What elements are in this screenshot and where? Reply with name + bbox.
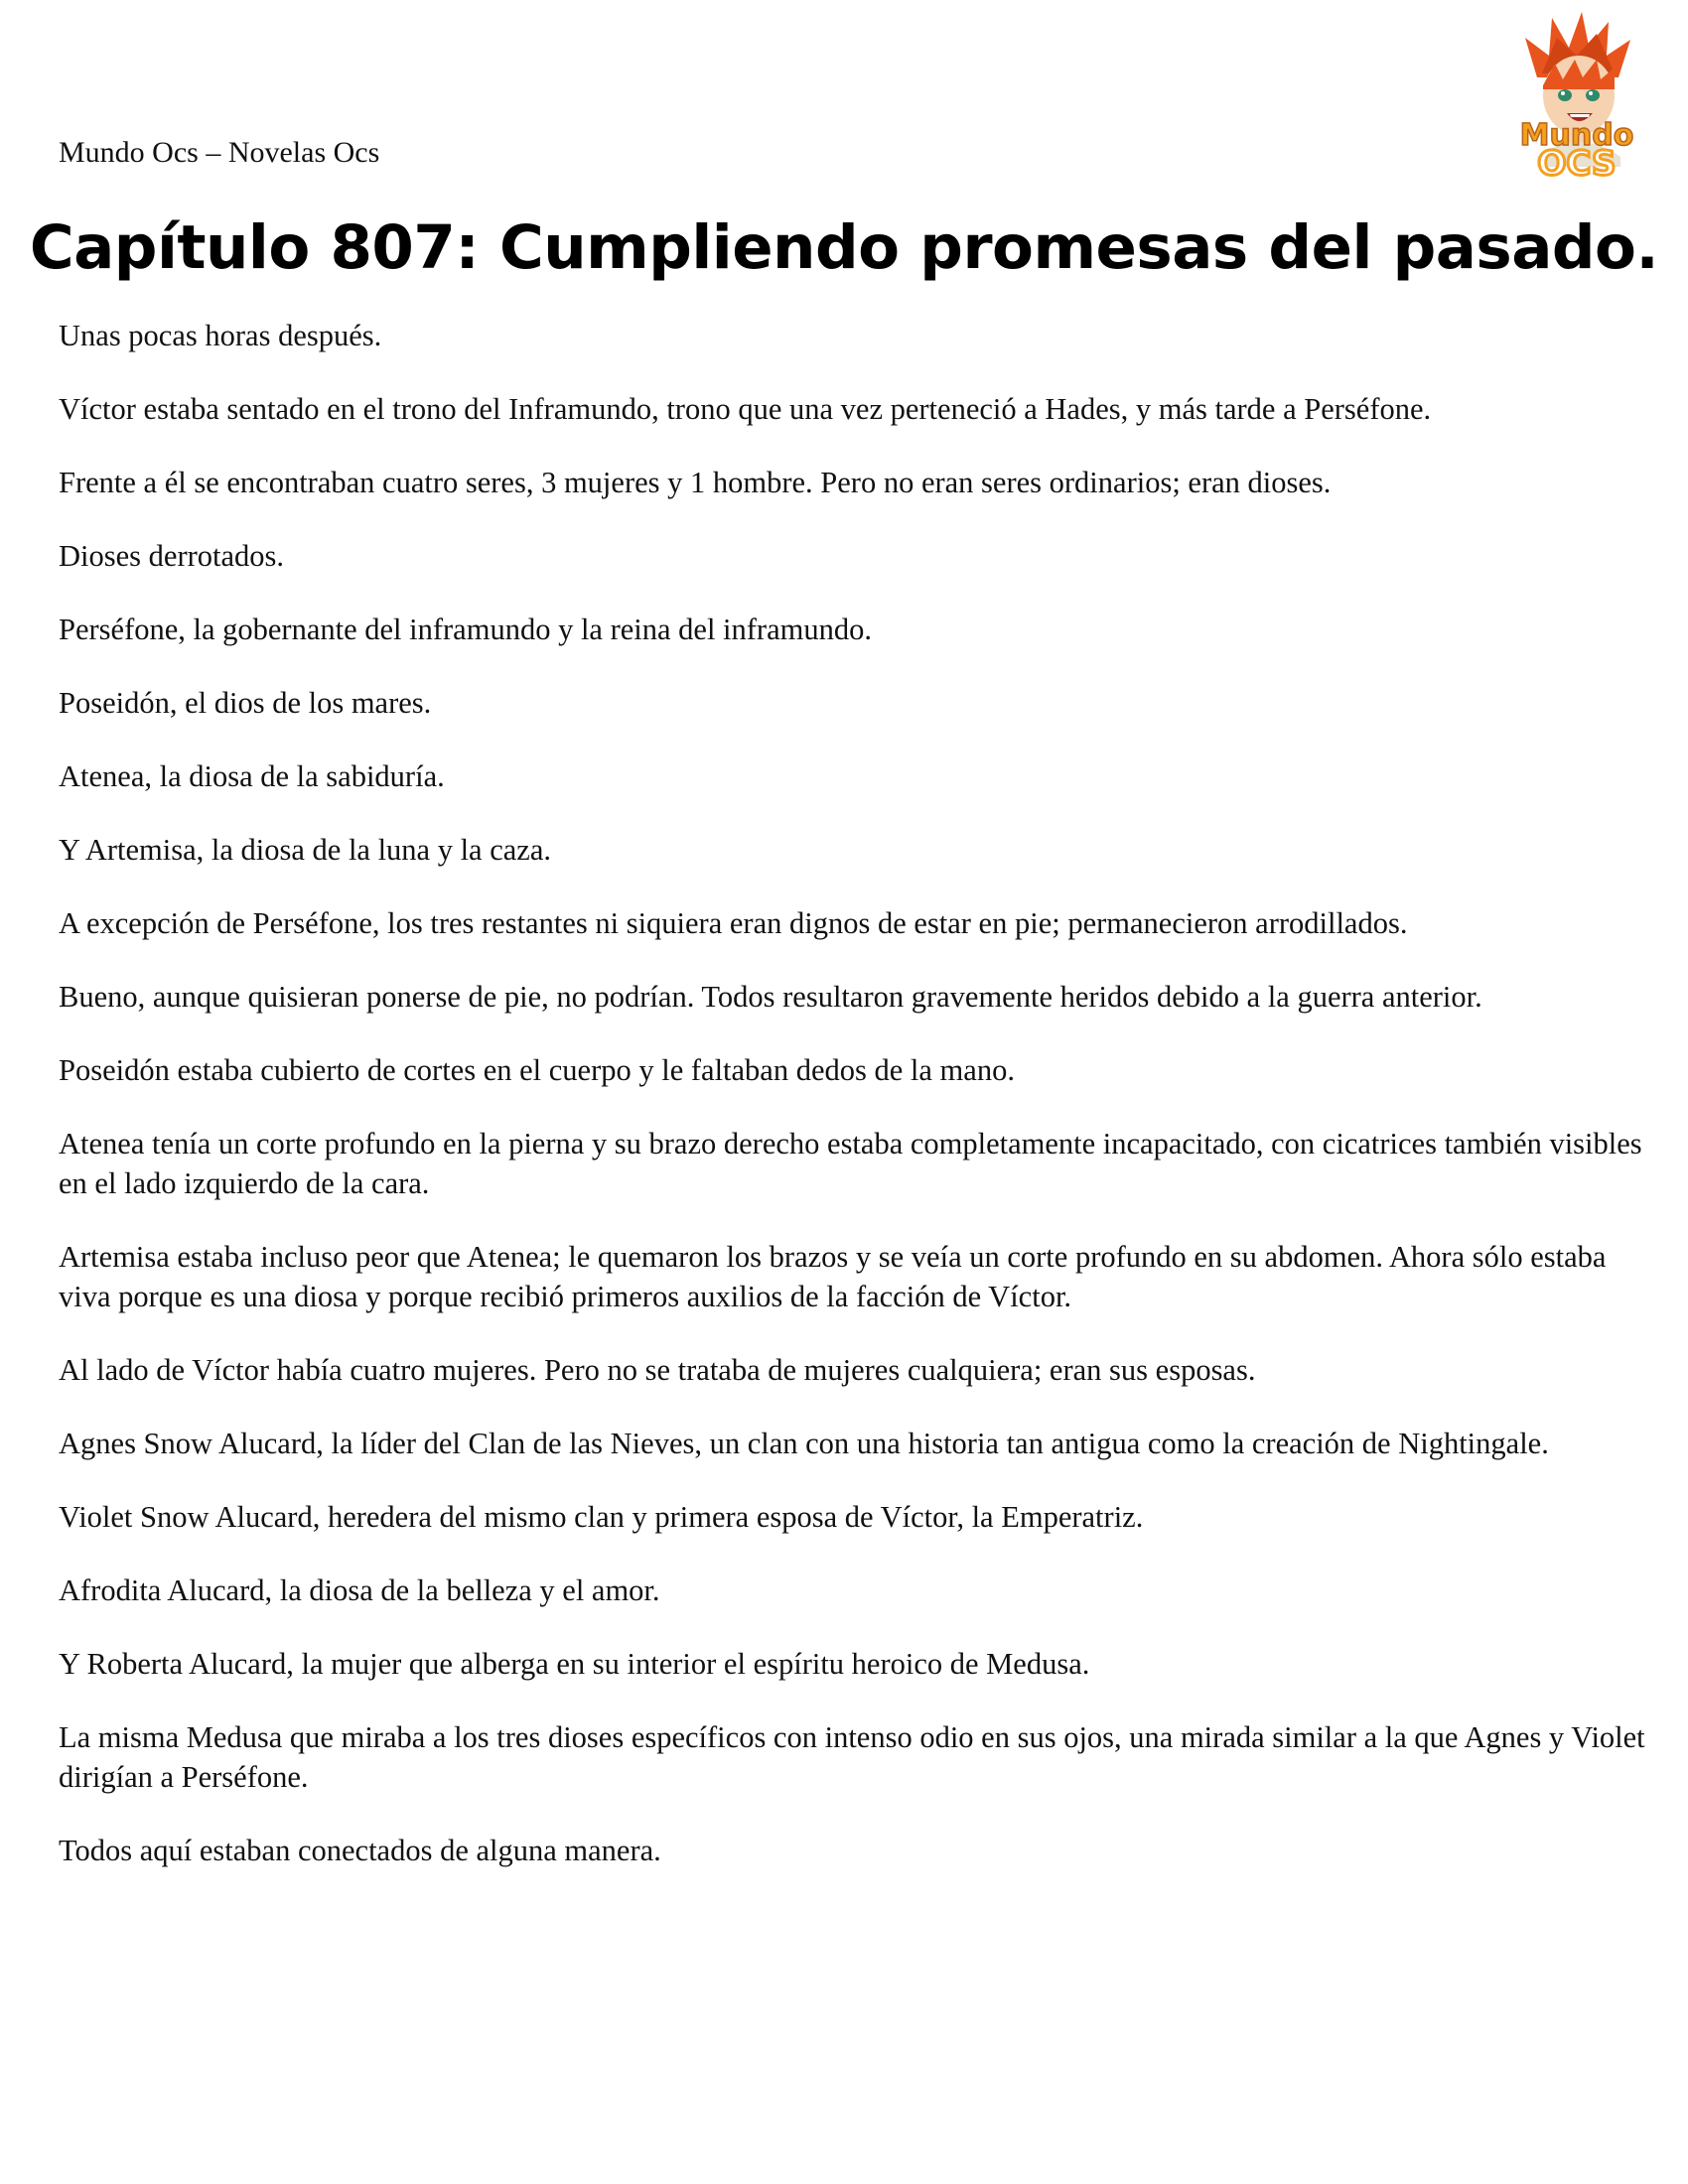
mundo-ocs-logo — [1497, 8, 1656, 182]
paragraph: Todos aquí estaban conectados de alguna manera. — [59, 1834, 661, 1867]
chapter-body — [59, 316, 1647, 1904]
paragraph: Y Roberta Alucard, la mujer que alberga en su interior el espíritu heroico de Medusa. — [59, 1647, 1090, 1681]
paragraph: A excepción de Perséfone, los tres restantes ni siquiera eran dignos de estar en pie; permanecieron arrodillados. — [59, 906, 1408, 940]
paragraph: Atenea, la diosa de la sabiduría. — [59, 759, 445, 793]
paragraph: Y Artemisa, la diosa de la luna y la caza. — [59, 833, 551, 867]
chapter-title: Capítulo 807: Cumpliendo promesas del pasado. — [29, 212, 1659, 283]
paragraph: Unas pocas horas después. — [59, 319, 382, 352]
paragraph: La misma Medusa que miraba a los tres dioses específicos con intenso odio en sus ojos, una mirada similar a la que Agnes y Violet dirigían a Perséfone. — [59, 1720, 1645, 1794]
logo-text-top: Mundo — [1519, 118, 1634, 153]
paragraph: Frente a él se encontraban cuatro seres, 3 mujeres y 1 hombre. Pero no eran seres ordinarios; eran dioses. — [59, 466, 1332, 499]
paragraph: Afrodita Alucard, la diosa de la belleza y el amor. — [59, 1573, 660, 1607]
logo-text-bottom: OCS — [1537, 144, 1617, 182]
paragraph: Perséfone, la gobernante del inframundo y la reina del inframundo. — [59, 613, 872, 646]
paragraph: Dioses derrotados. — [59, 539, 285, 573]
paragraph: Bueno, aunque quisieran ponerse de pie, no podrían. Todos resultaron gravemente heridos debido a la guerra anterior. — [59, 980, 1482, 1014]
paragraph: Artemisa estaba incluso peor que Atenea; le quemaron los brazos y se veía un corte profundo en su abdomen. Ahora sólo estaba viva porque es una diosa y porque recibió primeros auxilios de la facción de Víctor. — [59, 1240, 1607, 1313]
paragraph: Al lado de Víctor había cuatro mujeres. Pero no se trataba de mujeres cualquiera; eran sus esposas. — [59, 1353, 1256, 1387]
paragraph: Agnes Snow Alucard, la líder del Clan de las Nieves, un clan con una historia tan antigua como la creación de Nightingale. — [59, 1427, 1549, 1460]
paragraph: Víctor estaba sentado en el trono del Inframundo, trono que una vez perteneció a Hades, y más tarde a Perséfone. — [59, 392, 1432, 426]
paragraph: Violet Snow Alucard, heredera del mismo clan y primera esposa de Víctor, la Emperatriz. — [59, 1500, 1144, 1534]
paragraph: Atenea tenía un corte profundo en la pierna y su brazo derecho estaba completamente incapacitado, con cicatrices también visibles en el lado izquierdo de la cara. — [59, 1127, 1642, 1200]
paragraph: Poseidón estaba cubierto de cortes en el cuerpo y le faltaban dedos de la mano. — [59, 1053, 1015, 1087]
site-header-label: Mundo Ocs – Novelas Ocs — [59, 136, 380, 169]
paragraph: Poseidón, el dios de los mares. — [59, 686, 432, 720]
